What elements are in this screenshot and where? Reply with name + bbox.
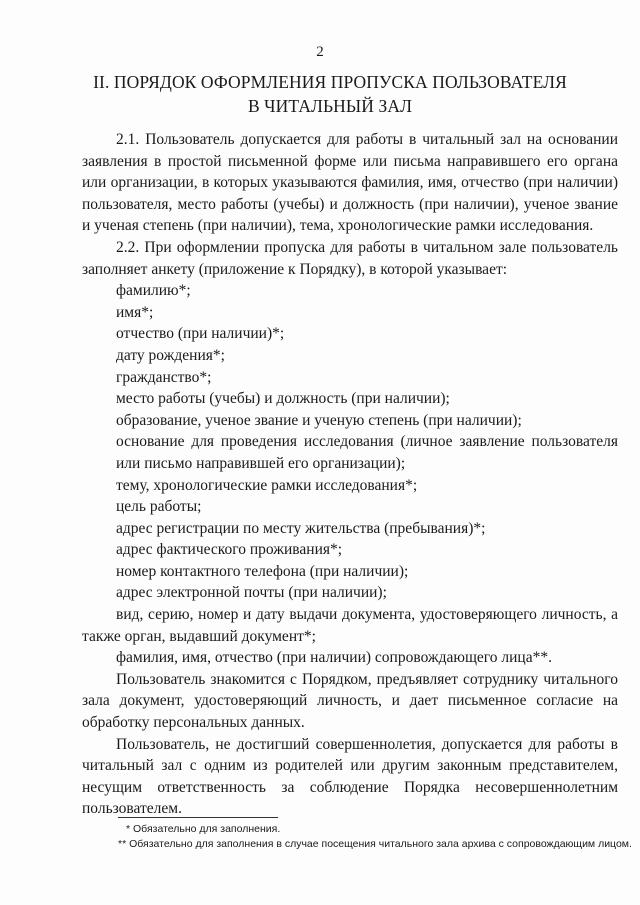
list-item: фамилия, имя, отчество (при наличии) сопровождающего лица**. [116,649,552,667]
questionnaire-fields-list [82,280,618,669]
list-item: отчество (при наличии)*; [116,325,285,343]
heading-line-2: В ЧИТАЛЬНЫЙ ЗАЛ [247,96,413,116]
list-item: дату рождения*; [116,346,225,364]
footnotes [118,817,632,852]
paragraph-2-2: 2.2. При оформлении пропуска для работы в читальном зале пользователь заполняет анкету (приложение к Порядку), в которой указывает: [82,238,618,278]
list-item: адрес регистрации по месту жительства (пребывания)*; [116,519,486,537]
list-item: место работы (учебы) и должность (при наличии); [116,390,450,408]
list-item: адрес электронной почты (при наличии); [116,584,387,602]
list-item: тему, хронологические рамки исследования*; [116,476,418,494]
list-item: адрес фактического проживания*; [116,541,343,559]
footnote-companion: ** Обязательно для заполнения в случае посещения читального зала архива с сопровождающим лицом. [118,838,632,850]
paragraph-minor: Пользователь, не достигший совершеннолетия, допускается для работы в читальный зал с одним из родителей или другим законным представителем, несущим ответственность за соблюдение Порядка несовершеннолетним пользователем. [82,735,618,818]
list-item: основание для проведения исследования (личное заявление пользователя или письмо направившей его организации); [116,433,618,472]
list-item: гражданство*; [116,368,212,386]
page-number: 2 [316,44,324,60]
list-item: цель работы; [116,498,202,516]
list-item: вид, серию, номер и дату выдачи документа, удостоверяющего личность, а также орган, выдавший документ*; [82,606,618,645]
paragraph-2-1: 2.1. Пользователь допускается для работы в читальный зал на основании заявления в простой письменной форме или письма направившего его органа или организации, в которых указываются фамилия, имя, отчество (при наличии) пользователя, место работы (учебы) и должность (при наличии), ученое звание и ученая степень (при наличии), тема, хронологические рамки исследования. [82,131,618,235]
list-item: имя*; [116,303,154,321]
heading-line-1: II. ПОРЯДОК ОФОРМЛЕНИЯ ПРОПУСКА ПОЛЬЗОВАТЕЛЯ [93,72,567,92]
list-item: фамилию*; [116,282,191,300]
list-item: образование, ученое звание и ученую степень (при наличии); [116,411,522,429]
list-item: номер контактного телефона (при наличии); [116,562,409,580]
paragraph-acquaint: Пользователь знакомится с Порядком, предъявляет сотруднику читального зала документ, удостоверяющий личность, и дает письменное согласие на обработку персональных данных. [82,670,618,732]
footnote-required: * Обязательно для заполнения. [126,823,281,835]
section-heading [60,70,600,118]
document-body [82,129,618,820]
footnote-divider [118,817,278,818]
